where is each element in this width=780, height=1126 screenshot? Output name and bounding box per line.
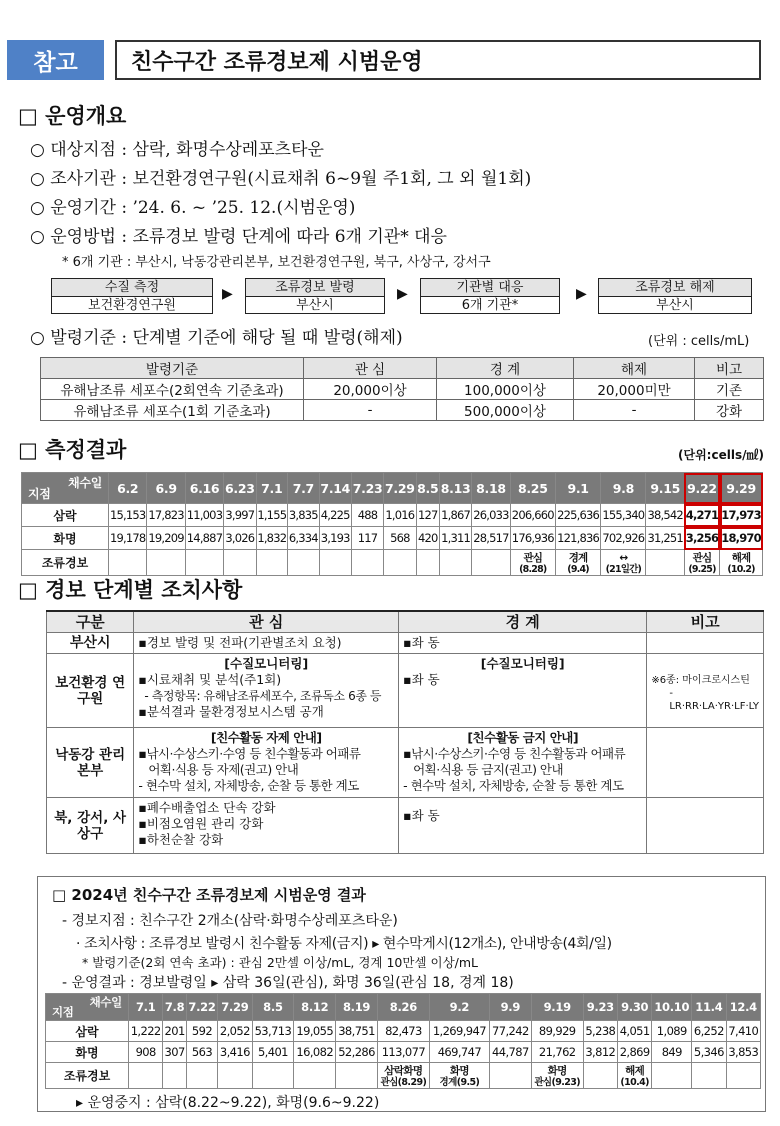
- flow-arrow-icon: ▶: [222, 286, 233, 302]
- alert-cell: [319, 550, 351, 576]
- alert-date: 관심(8.29): [380, 1077, 427, 1088]
- corner-bottom-label: 지점: [52, 1005, 74, 1019]
- cell-title: [친수활동 금지 안내]: [467, 730, 579, 745]
- date-header-cell: 9.30: [617, 994, 651, 1021]
- date-header-cell: 9.1: [555, 473, 600, 504]
- row-label: 화명: [46, 1042, 129, 1063]
- table-cell: 19,178: [109, 527, 147, 550]
- flow-step-title: 조류경보 발령: [246, 279, 384, 297]
- table-cell: 16,082: [294, 1042, 336, 1063]
- row-label: 보건환경 연구원: [47, 654, 134, 728]
- flow-step-title: 수질 측정: [52, 279, 212, 297]
- table-cell: 488: [351, 504, 383, 527]
- table-cell: 44,787: [489, 1042, 531, 1063]
- criteria-line: ○ 발령기준 : 단계별 기준에 해당 될 때 발령(해제): [30, 328, 403, 348]
- date-header-cell: 7.22: [186, 994, 217, 1021]
- table-cell: 1,311: [439, 527, 471, 550]
- result-line: * 발령기준(2회 연속 초과) : 관심 2만셀 이상/mL, 경계 10만셀 이상/mL: [82, 955, 479, 970]
- table-row: [22, 504, 763, 527]
- table-row: [47, 633, 764, 654]
- table-cell: 53,713: [252, 1021, 294, 1042]
- row-label: 삼락: [22, 504, 109, 527]
- date-header-cell: 7.8: [163, 994, 187, 1021]
- table-row: [47, 728, 764, 798]
- date-header-cell: 7.23: [351, 473, 383, 504]
- corner-bottom-label: 지점: [28, 487, 51, 501]
- table-cell: 17,973: [720, 504, 763, 527]
- date-header-cell: 9.29: [720, 473, 763, 504]
- alert-cell: [489, 1063, 531, 1089]
- flow-step-body: 6개 기관*: [461, 298, 519, 313]
- table-cell: [399, 654, 647, 728]
- table-cell: 420: [416, 527, 439, 550]
- alert-level: 관심: [523, 552, 543, 564]
- alert-cell: [336, 1063, 378, 1089]
- cell-line: ▪좌 동: [403, 672, 440, 687]
- table-cell: 563: [186, 1042, 217, 1063]
- cell-line: ▪시료채취 및 분석(주1회): [138, 672, 282, 687]
- table-header-cell: 관 심: [304, 358, 437, 379]
- table-cell: 77,242: [489, 1021, 531, 1042]
- table-cell: 6,334: [288, 527, 320, 550]
- table-row: [47, 798, 764, 854]
- date-header-cell: 7.29: [218, 994, 252, 1021]
- table-cell: 1,832: [256, 527, 288, 550]
- cell-line: - 현수막 설치, 자체방송, 순찰 등 통한 계도: [138, 778, 359, 793]
- table-cell: 206,660: [510, 504, 555, 527]
- table-cell: [134, 798, 399, 854]
- date-header-cell: 7.1: [129, 994, 163, 1021]
- table-cell: 121,836: [555, 527, 600, 550]
- row-label: 낙동강 관리본부: [47, 728, 134, 798]
- reference-tag: 참고: [7, 40, 104, 80]
- table-cell: 3,997: [224, 504, 256, 527]
- table-cell: 2,869: [617, 1042, 651, 1063]
- table-cell: 31,251: [646, 527, 684, 550]
- table-cell: [647, 728, 764, 798]
- table-cell: 강화: [695, 400, 764, 421]
- alert-level: 화명: [449, 1065, 469, 1077]
- table-header-cell: 경 계: [399, 611, 647, 633]
- date-header-cell: 11.4: [692, 994, 726, 1021]
- date-header-cell: 9.19: [531, 994, 583, 1021]
- table-header-cell: 비고: [647, 611, 764, 633]
- table-cell: ▪좌 동: [399, 633, 647, 654]
- table-row: [41, 379, 764, 400]
- table-cell: [647, 633, 764, 654]
- flow-step-body: 보건환경연구원: [88, 298, 176, 313]
- table-cell: 849: [652, 1042, 692, 1063]
- alert-cell: [147, 550, 185, 576]
- table-cell: 19,055: [294, 1021, 336, 1042]
- table-cell: 1,269,947: [429, 1021, 489, 1042]
- table-cell: 3,026: [224, 527, 256, 550]
- criteria-table: [40, 357, 764, 421]
- flow-step-body: 부산시: [656, 298, 694, 313]
- result-line: - 경보지점 : 친수구간 2개소(삼락·화명수상레포츠타운): [62, 913, 398, 929]
- table-row: [46, 1063, 761, 1089]
- table-cell: 201: [163, 1021, 187, 1042]
- alert-level: ↔: [619, 552, 628, 564]
- table-row: [46, 1021, 761, 1042]
- cell-line: 어획·식용 등 자제(권고) 안내: [148, 762, 299, 777]
- table-cell: [647, 654, 764, 728]
- cell-line: ▪비점오염원 관리 강화: [138, 816, 264, 831]
- result-2024-heading: □ 2024년 친수구간 조류경보제 시범운영 결과: [52, 886, 366, 904]
- alert-date: (10.4): [620, 1077, 649, 1088]
- overview-item-target: ○ 대상지점 : 삼락, 화명수상레포츠타운: [30, 140, 324, 160]
- alert-cell: [163, 1063, 187, 1089]
- cell-line: ▪폐수배출업소 단속 강화: [138, 800, 276, 815]
- row-label: 삼락: [46, 1021, 129, 1042]
- alert-cell: [186, 1063, 217, 1089]
- table-cell: 유해남조류 세포수(1회 기준초과): [41, 400, 304, 421]
- table-cell: 4,271: [684, 504, 719, 527]
- alert-date: 경계(9.5): [439, 1077, 480, 1088]
- row-label: 북, 강서, 사상구: [47, 798, 134, 854]
- alert-cell: [416, 550, 439, 576]
- overview-item-period: ○ 운영기간 : ’24. 6. ~ ’25. 12.(시범운영): [30, 198, 356, 218]
- alert-date: (21일간): [605, 564, 642, 575]
- alert-cell: [583, 1063, 617, 1089]
- flow-arrow-icon: ▶: [576, 286, 587, 302]
- date-header-cell: 8.5: [416, 473, 439, 504]
- cell-title: [수질모니터링]: [224, 656, 309, 671]
- cell-line: ▪낚시·수상스키·수영 등 친수활동과 어패류: [403, 746, 626, 761]
- overview-heading: □ 운영개요: [18, 104, 127, 128]
- date-header-cell: 6.2: [109, 473, 147, 504]
- row-label: 부산시: [47, 633, 134, 654]
- alert-cell: [129, 1063, 163, 1089]
- date-header-cell: 9.9: [489, 994, 531, 1021]
- table-cell: [134, 654, 399, 728]
- alert-cell: [288, 550, 320, 576]
- table-cell: 14,887: [185, 527, 223, 550]
- flow-step-title: 조류경보 해제: [599, 279, 751, 297]
- table-cell: 117: [351, 527, 383, 550]
- date-header-cell: 9.8: [601, 473, 646, 504]
- table-cell: 3,193: [319, 527, 351, 550]
- corner-top-label: 채수일: [89, 995, 122, 1009]
- table-cell: 20,000미만: [574, 379, 695, 400]
- alert-cell: [439, 550, 471, 576]
- table-cell: 89,929: [531, 1021, 583, 1042]
- page-title: 친수구간 조류경보제 시범운영: [115, 40, 761, 80]
- table-header-cell: 관 심: [134, 611, 399, 633]
- alert-cell: [684, 550, 719, 576]
- flow-step-release: [598, 278, 752, 314]
- table-cell: 3,416: [218, 1042, 252, 1063]
- date-header-cell: 9.15: [646, 473, 684, 504]
- alert-level: 화명: [547, 1065, 567, 1077]
- table-cell: 469,747: [429, 1042, 489, 1063]
- table-cell: -: [574, 400, 695, 421]
- date-header-cell: 12.4: [726, 994, 760, 1021]
- flow-step-body: 부산시: [296, 298, 334, 313]
- alert-cell: [218, 1063, 252, 1089]
- flow-arrow-icon: ▶: [397, 286, 408, 302]
- cell-title: [수질모니터링]: [480, 656, 565, 671]
- date-header-cell: 7.7: [288, 473, 320, 504]
- date-header-cell: 8.13: [439, 473, 471, 504]
- date-header-cell: 6.23: [224, 473, 256, 504]
- row-label: 조류경보: [22, 550, 109, 576]
- alert-cell: [726, 1063, 760, 1089]
- alert-date: (9.25): [688, 564, 716, 575]
- cell-line: - 측정항목: 유해남조류세포수, 조류독소 6종 등: [144, 689, 382, 703]
- table-row: [22, 527, 763, 550]
- cell-line: ▪분석결과 물환경정보시스템 공개: [138, 704, 324, 719]
- table-cell: 5,346: [692, 1042, 726, 1063]
- alert-date: (8.28): [519, 564, 547, 575]
- row-label: 화명: [22, 527, 109, 550]
- alert-cell: [646, 550, 684, 576]
- table-cell: 17,823: [147, 504, 185, 527]
- table-cell: 127: [416, 504, 439, 527]
- date-header-cell: 6.9: [147, 473, 185, 504]
- table-cell: 5,238: [583, 1021, 617, 1042]
- alert-level: 삼락화명: [384, 1065, 423, 1077]
- table-header-cell: 경 계: [437, 358, 574, 379]
- date-header-cell: 8.5: [252, 994, 294, 1021]
- date-header-cell: 7.1: [256, 473, 288, 504]
- corner-top-label: 채수일: [68, 476, 102, 490]
- cell-line: ▪하천순찰 강화: [138, 832, 224, 847]
- row-label: 조류경보: [46, 1063, 129, 1089]
- date-header-cell: 9.2: [429, 994, 489, 1021]
- table-cell: [134, 728, 399, 798]
- table-cell: ▪경보 발령 및 전파(기관별조치 요청): [134, 633, 399, 654]
- table-cell: 176,936: [510, 527, 555, 550]
- table-cell: 225,636: [555, 504, 600, 527]
- table-cell: 38,542: [646, 504, 684, 527]
- alert-level: 해제: [731, 552, 751, 564]
- table-cell: 1,016: [384, 504, 416, 527]
- alert-level: 관심: [692, 552, 712, 564]
- alert-cell: [652, 1063, 692, 1089]
- table-cell: 2,052: [218, 1021, 252, 1042]
- table-cell: 3,812: [583, 1042, 617, 1063]
- table-cell: 28,517: [472, 527, 510, 550]
- alert-date: (10.2): [727, 564, 755, 575]
- alert-cell: [224, 550, 256, 576]
- cell-line: - 현수막 설치, 자체방송, 순찰 등 통한 계도: [403, 778, 624, 793]
- table-cell: 1,867: [439, 504, 471, 527]
- actions-heading: □ 경보 단계별 조치사항: [18, 578, 243, 602]
- alert-cell: [510, 550, 555, 576]
- cell-line: ▪낚시·수상스키·수영 등 친수활동과 어패류: [138, 746, 361, 761]
- corner-cell: [22, 473, 109, 504]
- cell-line: 어획·식용 등 금지(권고) 안내: [413, 762, 564, 777]
- result-line: - 운영결과 : 경보발령일 ▸ 삼락 36일(관심), 화명 36일(관심 18, 경계 18): [62, 975, 514, 991]
- table-header-cell: 구분: [47, 611, 134, 633]
- note-line: -LR·RR·LA·YR·LF·LY: [669, 688, 759, 712]
- table-cell: 1,155: [256, 504, 288, 527]
- date-header-cell: 9.23: [583, 994, 617, 1021]
- table-cell: 38,751: [336, 1021, 378, 1042]
- alert-cell: [720, 550, 763, 576]
- actions-table: [46, 610, 764, 854]
- alert-cell: [472, 550, 510, 576]
- alert-level: 경계: [568, 552, 588, 564]
- table-cell: 26,033: [472, 504, 510, 527]
- date-header-cell: 8.25: [510, 473, 555, 504]
- alert-cell: [601, 550, 646, 576]
- date-header-cell: 7.14: [319, 473, 351, 504]
- table-cell: 19,209: [147, 527, 185, 550]
- alert-date: 관심(9.23): [534, 1077, 581, 1088]
- table-cell: 7,410: [726, 1021, 760, 1042]
- alert-cell: [531, 1063, 583, 1089]
- alert-cell: [351, 550, 383, 576]
- alert-cell: [185, 550, 223, 576]
- date-header-cell: 6.16: [185, 473, 223, 504]
- table-cell: 500,000이상: [437, 400, 574, 421]
- alert-cell: [384, 550, 416, 576]
- flow-step-measure: [51, 278, 213, 314]
- flow-step-title: 기관별 대응: [421, 279, 559, 297]
- table-cell: 155,340: [601, 504, 646, 527]
- date-header-cell: 8.18: [472, 473, 510, 504]
- table-cell: 100,000이상: [437, 379, 574, 400]
- measurement-table: [21, 472, 763, 576]
- alert-cell: [294, 1063, 336, 1089]
- table-cell: 1,089: [652, 1021, 692, 1042]
- date-header-cell: 8.26: [377, 994, 429, 1021]
- table-cell: 4,051: [617, 1021, 651, 1042]
- table-header-row: [41, 358, 764, 379]
- table-row: [22, 550, 763, 576]
- table-cell: 18,970: [720, 527, 763, 550]
- table-cell: 3,835: [288, 504, 320, 527]
- table-cell: 702,926: [601, 527, 646, 550]
- table-cell: 21,762: [531, 1042, 583, 1063]
- alert-cell: [617, 1063, 651, 1089]
- table-cell: 4,225: [319, 504, 351, 527]
- flow-step-issue: [245, 278, 385, 314]
- table-cell: 15,153: [109, 504, 147, 527]
- table-header-row: [47, 611, 764, 633]
- table-row: [46, 1042, 761, 1063]
- date-header-cell: 8.12: [294, 994, 336, 1021]
- table-header-cell: 비고: [695, 358, 764, 379]
- table-cell: 3,256: [684, 527, 719, 550]
- corner-cell: [46, 994, 129, 1021]
- table-row: [47, 654, 764, 728]
- table-cell: 113,077: [377, 1042, 429, 1063]
- operation-stop-line: ▸ 운영중지 : 삼락(8.22~9.22), 화명(9.6~9.22): [76, 1095, 380, 1111]
- result-line: · 조치사항 : 조류경보 발령시 친수활동 자제(금지) ▸ 현수막게시(12개소), 안내방송(4회/일): [76, 936, 612, 952]
- table-cell: 52,286: [336, 1042, 378, 1063]
- measurement-unit: (단위:cells/㎖): [678, 448, 764, 462]
- table-cell: 82,473: [377, 1021, 429, 1042]
- table-header-cell: 발령기준: [41, 358, 304, 379]
- alert-cell: [109, 550, 147, 576]
- table-cell: 568: [384, 527, 416, 550]
- date-header-cell: 9.22: [684, 473, 719, 504]
- table-header-row: [46, 994, 761, 1021]
- table-header-row: [22, 473, 763, 504]
- table-row: [41, 400, 764, 421]
- result-2024-table: [45, 993, 761, 1089]
- agencies-note: * 6개 기관 : 부산시, 낙동강관리본부, 보건환경연구원, 북구, 사상구, 강서구: [62, 255, 491, 270]
- table-cell: ▪좌 동: [399, 798, 647, 854]
- table-cell: 20,000이상: [304, 379, 437, 400]
- alert-cell: [256, 550, 288, 576]
- table-cell: 5,401: [252, 1042, 294, 1063]
- cell-title: [친수활동 자제 안내]: [210, 730, 322, 745]
- table-cell: 307: [163, 1042, 187, 1063]
- date-header-cell: 7.29: [384, 473, 416, 504]
- table-cell: 6,252: [692, 1021, 726, 1042]
- table-cell: 유해남조류 세포수(2회연속 기준초과): [41, 379, 304, 400]
- table-cell: 3,853: [726, 1042, 760, 1063]
- date-header-cell: 10.10: [652, 994, 692, 1021]
- table-cell: [399, 728, 647, 798]
- table-cell: 1,222: [129, 1021, 163, 1042]
- table-cell: 908: [129, 1042, 163, 1063]
- alert-cell: [377, 1063, 429, 1089]
- table-cell: 592: [186, 1021, 217, 1042]
- alert-date: (9.4): [567, 564, 589, 575]
- alert-level: 해제: [625, 1065, 645, 1077]
- table-header-cell: 해제: [574, 358, 695, 379]
- overview-item-agency: ○ 조사기관 : 보건환경연구원(시료채취 6~9월 주1회, 그 외 월1회): [30, 169, 532, 189]
- date-header-cell: 8.19: [336, 994, 378, 1021]
- table-cell: [647, 798, 764, 854]
- flow-step-respond: [420, 278, 560, 314]
- table-cell: 11,003: [185, 504, 223, 527]
- alert-cell: [692, 1063, 726, 1089]
- alert-cell: [429, 1063, 489, 1089]
- table-cell: -: [304, 400, 437, 421]
- alert-cell: [555, 550, 600, 576]
- alert-cell: [252, 1063, 294, 1089]
- criteria-unit: (단위 : cells/mL): [648, 334, 750, 349]
- note-line: ※6종: 마이크로시스틴: [651, 675, 750, 686]
- measurement-heading: □ 측정결과: [18, 438, 127, 462]
- table-cell: 기존: [695, 379, 764, 400]
- overview-item-method: ○ 운영방법 : 조류경보 발령 단계에 따라 6개 기관* 대응: [30, 227, 447, 247]
